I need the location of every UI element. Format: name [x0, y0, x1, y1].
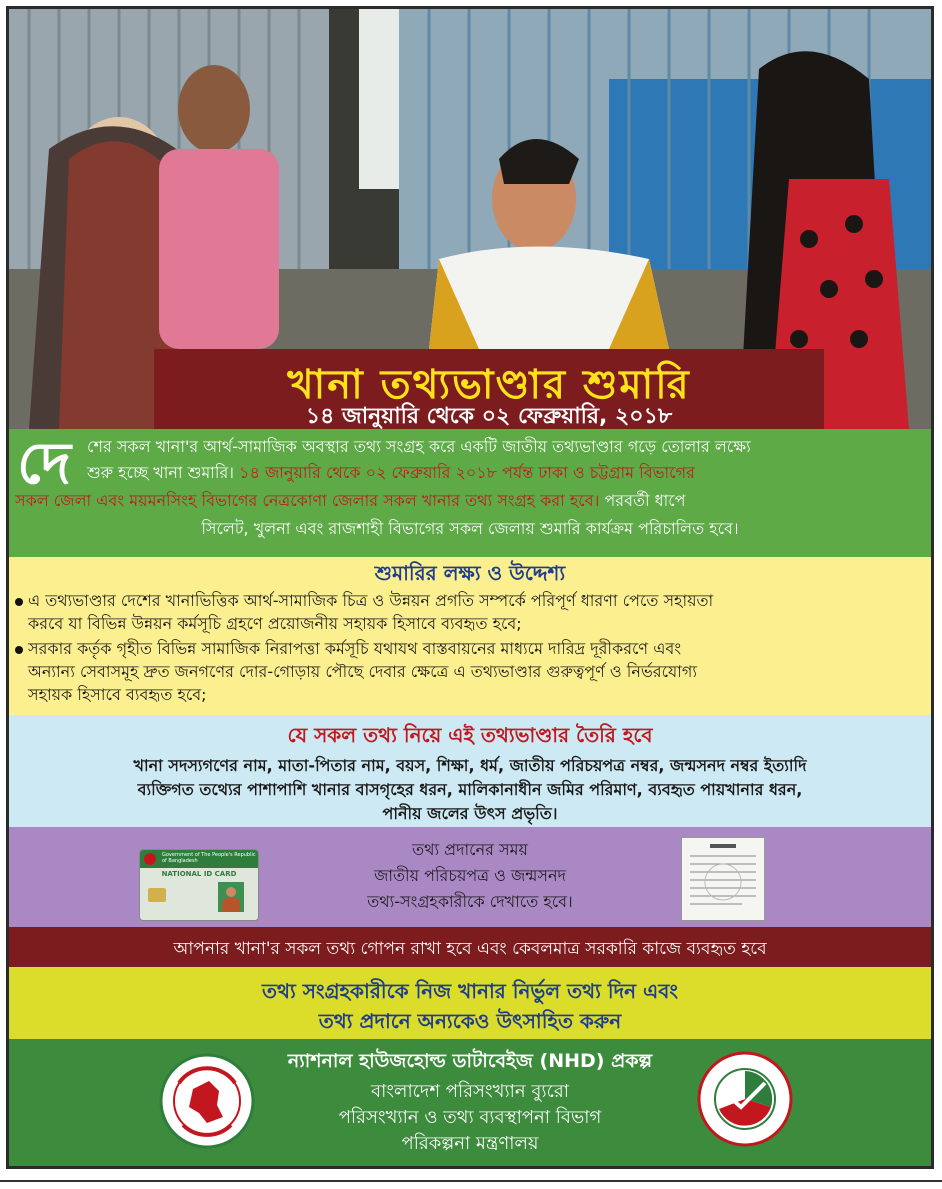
birth-certificate-image	[681, 837, 765, 921]
idcard-label: NATIONAL ID CARD	[161, 870, 237, 878]
goal-1-line-2: করবে যা বিভিন্ন উন্নয়ন কর্মসূচি গ্রহণে প্রয়োজনীয় সহায়ক হিসাবে ব্যবহৃত হবে;	[28, 614, 522, 633]
confidentiality-banner	[9, 927, 931, 967]
goal-2-line-1	[15, 637, 681, 660]
footer-bureau: বাংলাদেশ পরিসংখ্যান ব্যুরো	[371, 1081, 569, 1102]
poster	[6, 6, 934, 1169]
intro-line-2	[87, 461, 695, 485]
poster-title: খানা তথ্যভাণ্ডার শুমারি	[287, 362, 691, 408]
footer-project-name: ন্যাশনাল হাউজহোল্ড ডাটাবেইজ (NHD) প্রকল্প	[287, 1050, 653, 1072]
intro-line-1: শের সকল খানা'র আর্থ-সামাজিক অবস্থার তথ্য সংগ্রহ করে একটি জাতীয় তথ্যভাণ্ডার গড়ে তোলার লক্ষ্যে	[87, 437, 751, 456]
info-line-3: পানীয় জলের উৎস প্রভৃতি।	[382, 804, 558, 823]
goal-1-text-1: এ তথ্যভাণ্ডার দেশের খানাভিত্তিক আর্থ-সামাজিক চিত্র ও উন্নয়ন প্রগতি সম্পর্কে পরিপূর্ণ ধারণা পেতে সহায়তা	[28, 591, 714, 610]
intro-line-2-white: শুরু হচ্ছে খানা শুমারি।	[87, 463, 235, 482]
bullet-icon	[15, 646, 23, 654]
intro-line-3-red: সকল জেলা এবং ময়মনসিংহ বিভাগের নেত্রকোণা জেলার সকল খানার তথ্য সংগ্রহ করা হবে।	[15, 491, 600, 510]
info-line-1: খানা সদস্যগণের নাম, মাতা-পিতার নাম, বয়স, শিক্ষা, ধর্ম, জাতীয় পরিচয়পত্র নম্বর, জন্মসনদ নম্বর ইত্যাদি	[133, 756, 807, 775]
docs-line-1: তথ্য প্রদানের সময়	[412, 840, 528, 859]
goal-2-line-2: অন্যান্য সেবাসমূহ দ্রুত জনগণের দোর-গোড়ায় পৌছে দেবার ক্ষেত্রে এ তথ্যভাণ্ডার গুরুত্বপূর্ণ ও নির্ভরযোগ্য	[28, 662, 698, 681]
bottom-rule	[0, 1180, 942, 1182]
intro-section	[9, 429, 931, 557]
info-section	[9, 715, 931, 827]
intro-line-3-white: পরবর্তী ধাপে	[604, 491, 686, 510]
goal-1-line-1	[15, 589, 713, 612]
footer-division: পরিসংখ্যান ও তথ্য ব্যবস্থাপনা বিভাগ	[338, 1107, 602, 1128]
docs-line-3: তথ্য-সংগ্রহকারীকে দেখাতে হবে।	[367, 892, 573, 911]
goals-section	[9, 557, 931, 715]
goals-title: শুমারির লক্ষ্য ও উদ্দেশ্য	[374, 561, 566, 585]
appeal-line-1: তথ্য সংগ্রহকারীকে নিজ খানার নির্ভুল তথ্য দিন এবং	[262, 979, 678, 1003]
info-line-2: ব্যক্তিগত তথ্যের পাশাপাশি খানার বাসগৃহের ধরন, মালিকানাধীন জমির পরিমাণ, ব্যবহৃত পায়খানার ধরন,	[137, 780, 803, 799]
intro-line-3	[15, 489, 686, 513]
docs-line-2: জাতীয় পরিচয়পত্র ও জন্মসনদ	[374, 866, 566, 885]
documents-section	[9, 827, 931, 927]
confidentiality-text: আপনার খানা'র সকল তথ্য গোপন রাখা হবে এবং কেবলমাত্র সরকারি কাজে ব্যবহৃত হবে	[173, 939, 767, 959]
info-title: যে সকল তথ্য নিয়ে এই তথ্যভাণ্ডার তৈরি হবে	[287, 723, 653, 747]
footer-ministry: পরিকল্পনা মন্ত্রণালয়	[401, 1133, 539, 1154]
appeal-line-2: তথ্য প্রদানে অন্যকেও উৎসাহিত করুন	[318, 1009, 622, 1033]
bullet-icon	[15, 598, 23, 606]
goal-2-line-3: সহায়ক হিসাবে ব্যবহৃত হবে;	[28, 685, 207, 704]
hero-photo	[9, 9, 931, 429]
goal-2-text-1: সরকার কর্তৃক গৃহীত বিভিন্ন সামাজিক নিরাপত্তা কর্মসূচি যথাযথ বাস্তবায়নের মাধ্যমে দারিদ্র দূরীকরণে এবং	[28, 639, 682, 658]
title-banner	[154, 349, 824, 429]
census-dates: ১৪ জানুয়ারি থেকে ০২ ফেব্রুয়ারি, ২০১৮	[305, 404, 673, 429]
footer-section	[9, 1039, 931, 1166]
intro-dropcap: দে	[17, 429, 72, 497]
bbs-logo	[697, 1051, 793, 1147]
intro-line-2-red: ১৪ জানুয়ারি থেকে ০২ ফেব্রুয়ারি ২০১৮ পর্যন্ত ঢাকা ও চট্টগ্রাম বিভাগের	[239, 463, 695, 482]
intro-line-4: সিলেট, খুলনা এবং রাজশাহী বিভাগের সকল জেলায় শুমারি কার্যক্রম পরিচালিত হবে।	[201, 519, 739, 538]
idcard-header-text: Government of The People's Republic of Bangladesh	[162, 852, 256, 864]
appeal-section	[9, 967, 931, 1039]
